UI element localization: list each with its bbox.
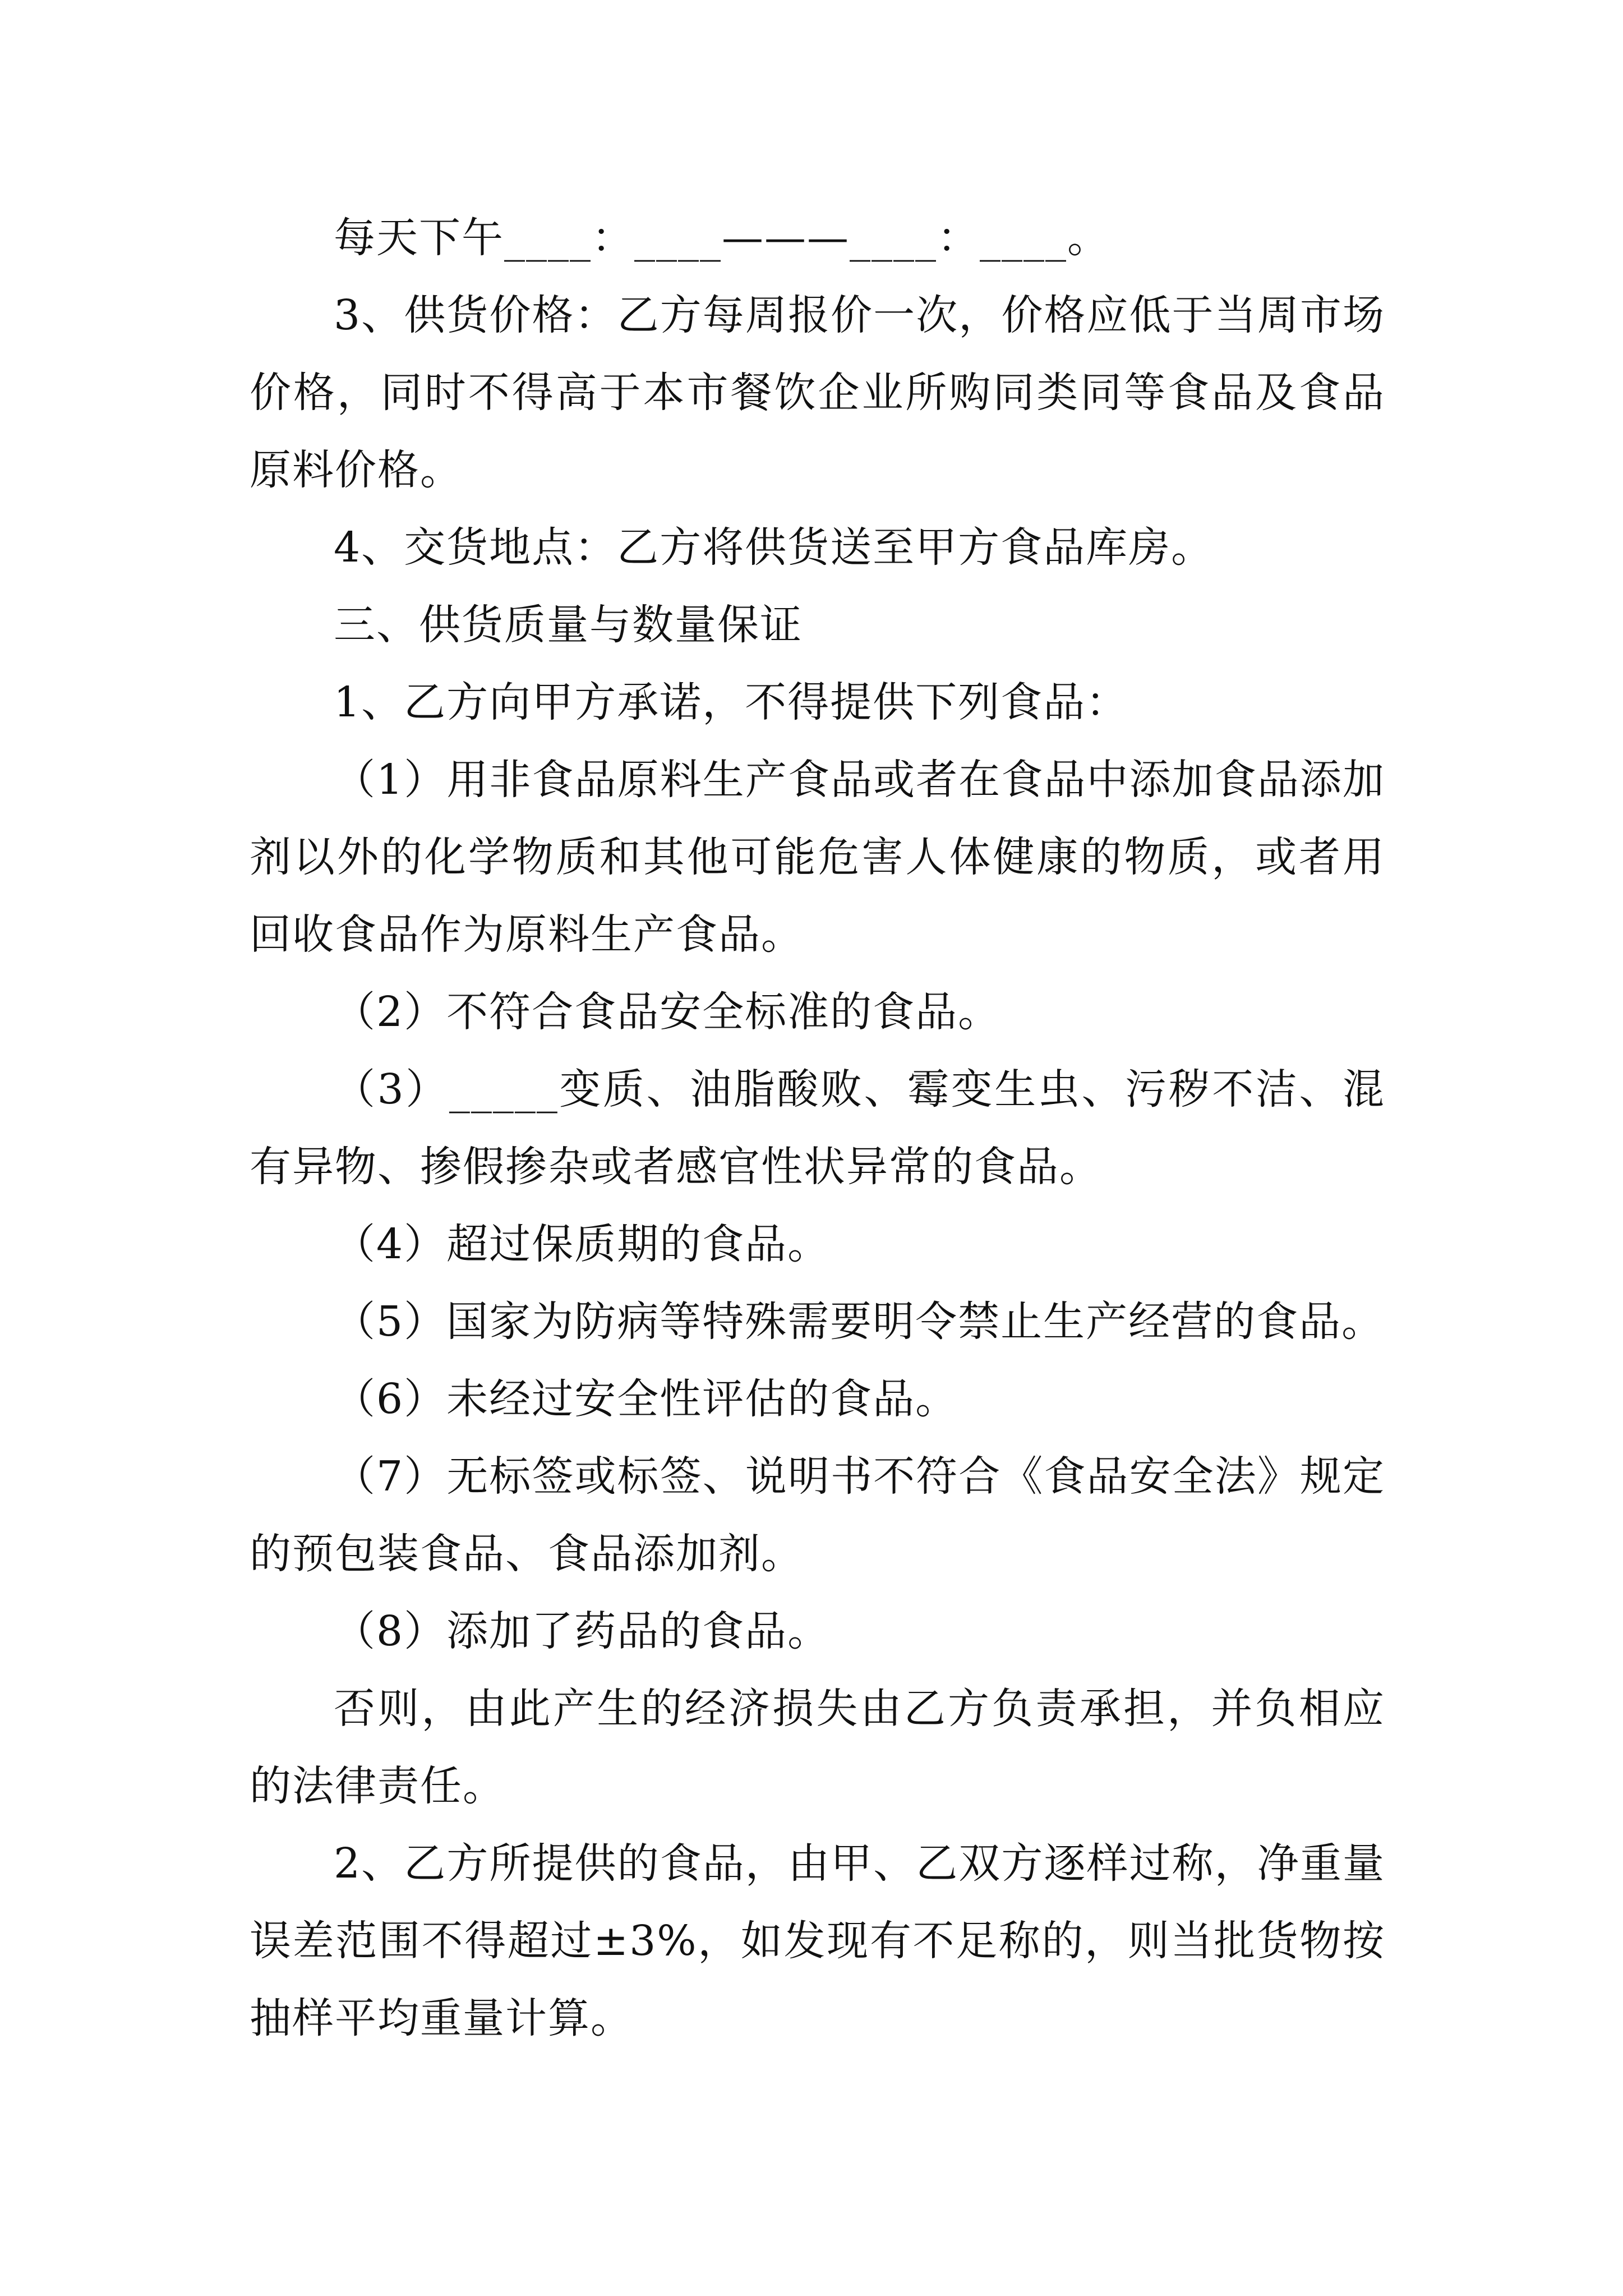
list-item-2: （2）不符合食品安全标准的食品。 xyxy=(334,988,1001,1036)
list-item-3: （3）_____变质、油脂酸败、霉变生虫、污秽不洁、混有异物、掺假掺杂或者感官性状异常的食品。 xyxy=(250,1065,1385,1191)
list-item-8: （8）添加了药品的食品。 xyxy=(334,1607,831,1655)
list-item-1: （1）用非食品原料生产食品或者在食品中添加食品添加剂以外的化学物质和其他可能危害人体健康的物质，或者用回收食品作为原料生产食品。 xyxy=(250,756,1385,959)
paragraph-delivery-place: 4、交货地点：乙方将供货送至甲方食品库房。 xyxy=(334,523,1214,572)
document-body xyxy=(250,199,1385,2057)
paragraph-supply-price: 3、供货价格：乙方每周报价一次，价格应低于当周市场价格，同时不得高于本市餐饮企业所购同类同等食品及食品原料价格。 xyxy=(250,291,1385,494)
list-item-7: （7）无标签或标签、说明书不符合《食品安全法》规定的预包装食品、食品添加剂。 xyxy=(250,1452,1385,1578)
paragraph-liability: 否则，由此产生的经济损失由乙方负责承担，并负相应的法律责任。 xyxy=(250,1685,1385,1810)
paragraph-weight-check: 2、乙方所提供的食品，由甲、乙双方逐样过称，净重量误差范围不得超过±3%，如发现有不足称的，则当批货物按抽样平均重量计算。 xyxy=(250,1839,1385,2042)
list-item-4: （4）超过保质期的食品。 xyxy=(334,1220,831,1268)
paragraph-commitment: 1、乙方向甲方承诺，不得提供下列食品： xyxy=(334,678,1129,726)
section-heading-quality: 三、供货质量与数量保证 xyxy=(334,601,803,649)
list-item-5: （5）国家为防病等特殊需要明令禁止生产经营的食品。 xyxy=(334,1297,1385,1346)
list-item-6: （6）未经过安全性评估的食品。 xyxy=(334,1375,958,1423)
paragraph-delivery-time: 每天下午____：____———____：____。 xyxy=(334,214,1110,262)
